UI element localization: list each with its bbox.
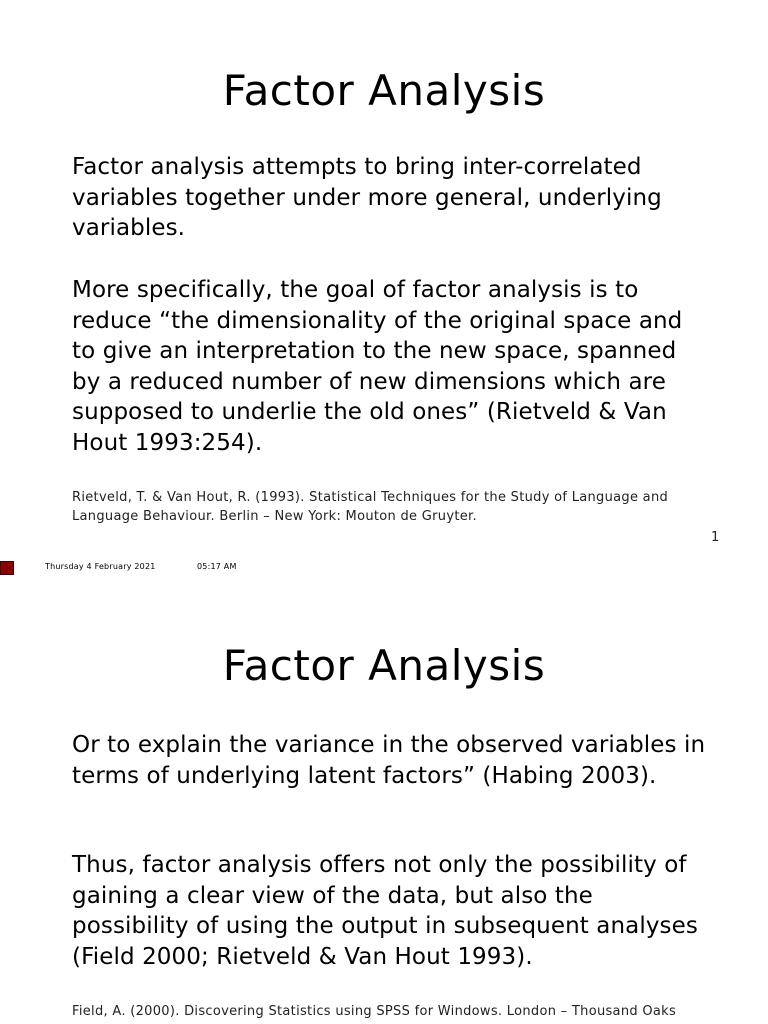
- slide-paragraph: Or to explain the variance in the observed variables in terms of underlying latent factors” (Habing 2003).: [72, 732, 706, 789]
- reference-citation: Field, A. (2000). Discovering Statistics using SPSS for Windows. London – Thousand Oaks: [72, 1004, 677, 1019]
- page-number: 1: [711, 530, 720, 545]
- slide-paragraph: More specifically, the goal of factor analysis is to reduce “the dimensionality of the original space and to give an interpretation to the new space, spanned by a reduced number of new dimensions which are supposed to underlie the old ones” (Rietveld & Van Hout 1993:254).: [72, 277, 683, 456]
- slide-paragraph: Thus, factor analysis offers not only the possibility of gaining a clear view of the data, but also the possibility of using the output in subsequent analyses (Field 2000; Rietveld & Van Hout 1993).: [72, 852, 698, 970]
- slide-title: Factor Analysis: [222, 641, 546, 690]
- slide-2: [0, 585, 768, 1024]
- slide-paragraph: Factor analysis attempts to bring inter-correlated variables together under more general, underlying variables.: [72, 154, 662, 241]
- footer-date: Thursday 4 February 2021: [45, 562, 156, 571]
- slide-title: Factor Analysis: [222, 66, 546, 115]
- footer-time: 05:17 AM: [197, 562, 237, 571]
- footer-marker-icon: [0, 561, 14, 575]
- slide-footer: [0, 559, 768, 581]
- reference-citation: Rietveld, T. & Van Hout, R. (1993). Statistical Techniques for the Study of Language and Language Behaviour. Berlin – New York: Mouton de Gruyter.: [72, 490, 669, 524]
